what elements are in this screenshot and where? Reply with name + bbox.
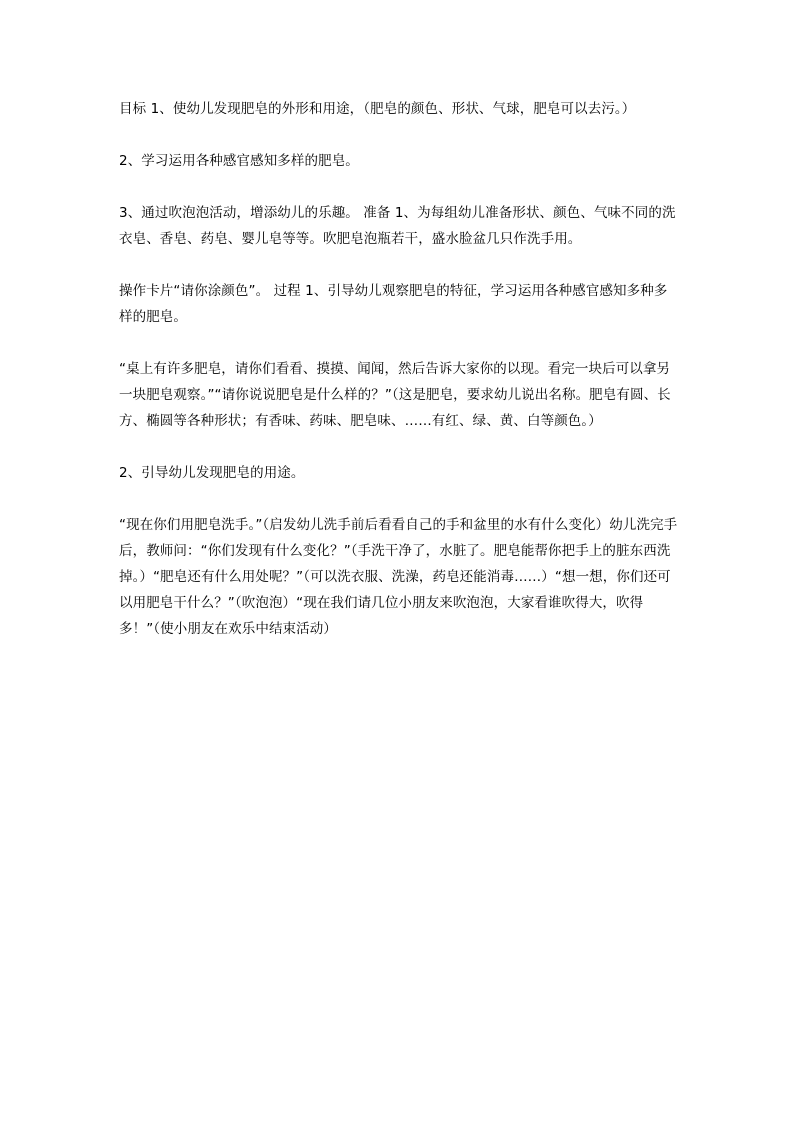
- paragraph-process-1: 操作卡片“请你涂颜色”。 过程 1、引导幼儿观察肥皂的特征，学习运用各种感官感知多种多样的肥皂。: [119, 283, 668, 325]
- paragraph-observation-dialogue: “桌上有许多肥皂，请你们看看、摸摸、闻闻，然后告诉大家你的以现。看完一块后可以拿另一块肥皂观察。”“请你说说肥皂是什么样的？”（这是肥皂，要求幼儿说出名称。肥皂有圆、长方、椭圆等各种形状；有香味、药味、肥皂味、……有红、绿、黄、白等颜色。）: [119, 361, 671, 429]
- paragraph-goal-2: 2、学习运用各种感官感知多样的肥皂。: [119, 153, 359, 169]
- paragraph-goals: 目标 1、使幼儿发现肥皂的外形和用途，（肥皂的颜色、形状、气球，肥皂可以去污。）: [119, 101, 636, 117]
- document-body: [119, 96, 679, 668]
- paragraph-handwashing-dialogue: “现在你们用肥皂洗手。”（启发幼儿洗手前后看看自己的手和盆里的水有什么变化）幼儿洗完手后，教师问：“你们发现有什么变化？”（手洗干净了，水脏了。肥皂能帮你把手上的脏东西洗掉。）“肥皂还有什么用处呢？”（可以洗衣服、洗澡，药皂还能消毒……）“想一想，你们还可以用肥皂干什么？”（吹泡泡）“现在我们请几位小朋友来吹泡泡，大家看谁吹得大，吹得多！”（使小朋友在欢乐中结束活动）: [119, 517, 678, 637]
- paragraph-process-2: 2、引导幼儿发现肥皂的用途。: [119, 465, 305, 481]
- paragraph-goal-3-preparation: 3、通过吹泡泡活动，增添幼儿的乐趣。 准备 1、为每组幼儿准备形状、颜色、气味不同的洗衣皂、香皂、药皂、婴儿皂等等。吹肥皂泡瓶若干，盛水脸盆几只作洗手用。: [119, 205, 676, 247]
